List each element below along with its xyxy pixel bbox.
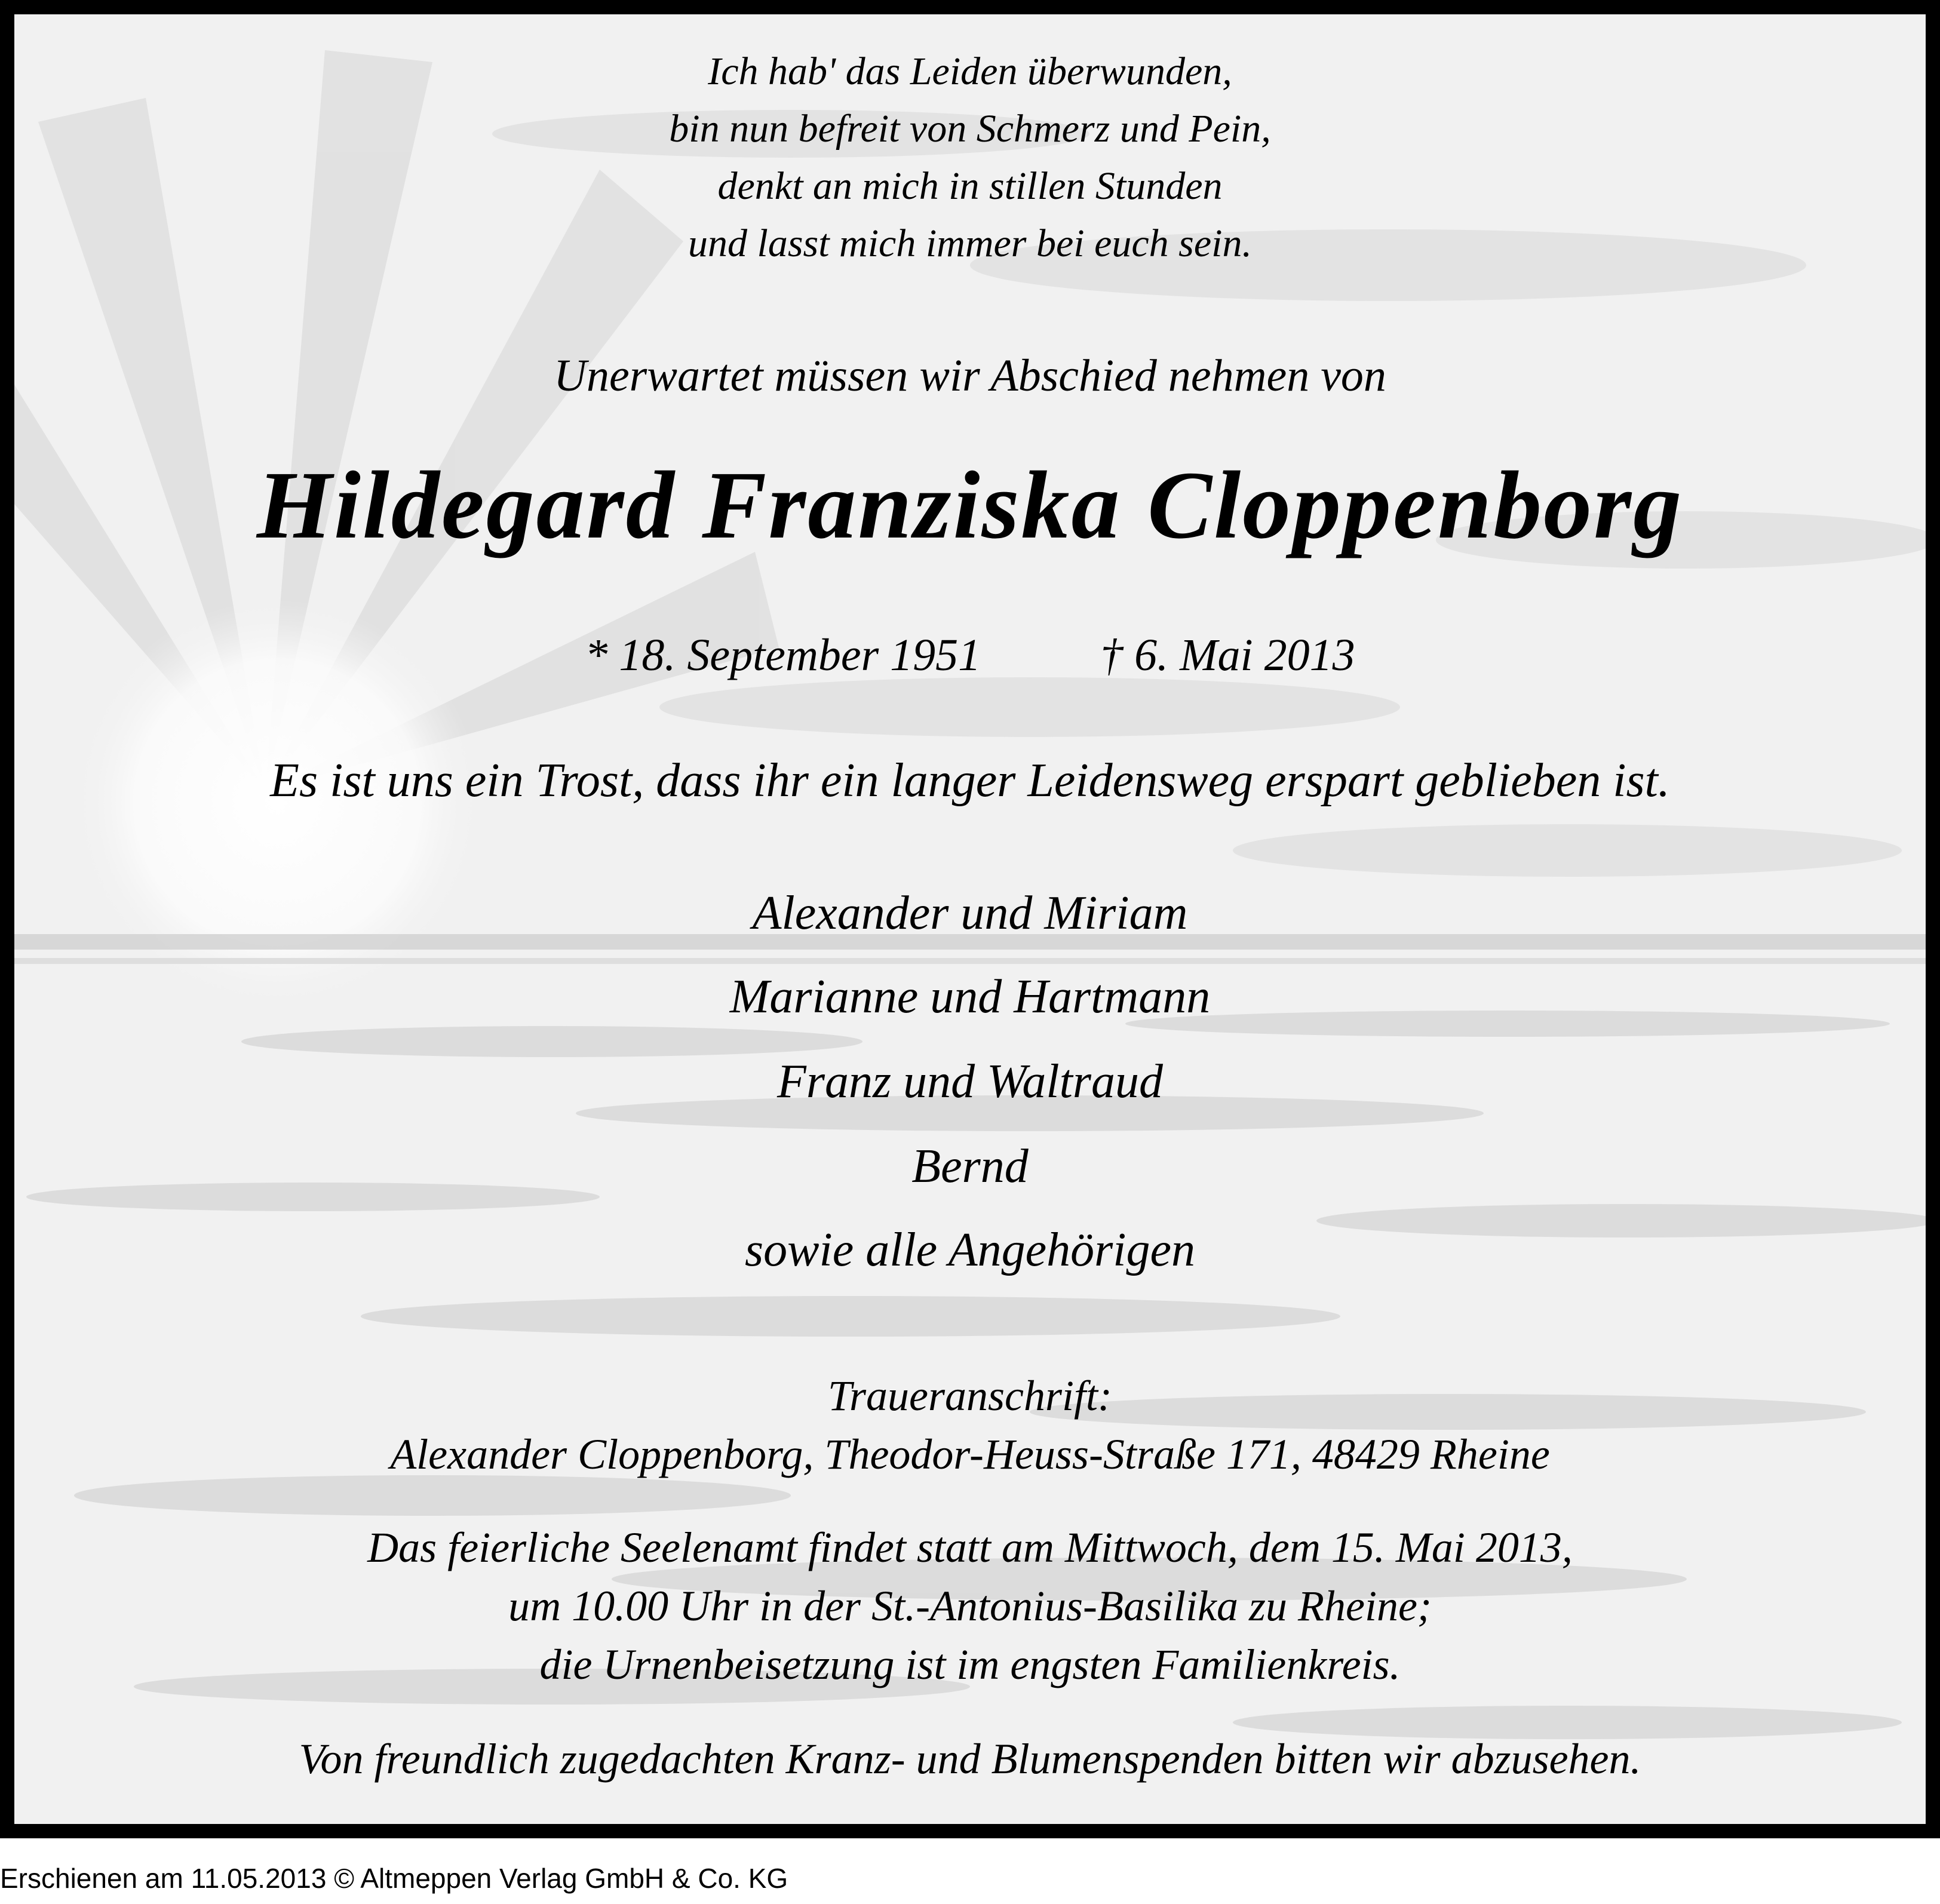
address-text: Alexander Cloppenborg, Theodor-Heuss-Straße 171, 48429 Rheine [390,1430,1550,1478]
comfort-text: Es ist uns ein Trost, dass ihr ein langer Leidensweg erspart geblieben ist. [270,754,1670,807]
service-line: die Urnenbeisetzung ist im engsten Familienkreis. [539,1641,1401,1688]
intro-text: Unerwartet müssen wir Abschied nehmen von [554,351,1386,401]
flower-request: Von freundlich zugedachten Kranz- und Blumenspenden bitten wir abzusehen. [299,1735,1641,1783]
address-label: Traueranschrift: [827,1372,1113,1420]
death-date: † 6. Mai 2013 [1100,630,1355,680]
publication-footer: Erschienen am 11.05.2013 © Altmeppen Verlag GmbH & Co. KG [0,1863,788,1894]
deceased-name: Hildegard Franziska Cloppenborg [256,452,1684,559]
poem-line: denkt an mich in stillen Stunden [717,164,1223,208]
birth-date: * 18. September 1951 [585,630,981,680]
notice-content [14,14,1926,1824]
service-line: Das feierliche Seelenamt findet statt am Mittwoch, dem 15. Mai 2013, [367,1524,1573,1571]
mourner-line: sowie alle Angehörigen [745,1224,1195,1276]
mourner-line: Marianne und Hartmann [729,971,1211,1023]
mourner-line: Alexander und Miriam [752,887,1188,939]
service-line: um 10.00 Uhr in der St.-Antonius-Basilika zu Rheine; [508,1582,1432,1630]
poem-line: bin nun befreit von Schmerz und Pein, [669,107,1271,151]
life-dates [14,629,1926,681]
mourner-line: Franz und Waltraud [776,1055,1163,1108]
mourner-line: Bernd [911,1140,1029,1193]
poem-line: Ich hab' das Leiden überwunden, [708,50,1232,93]
poem-line: und lasst mich immer bei euch sein. [687,222,1252,265]
